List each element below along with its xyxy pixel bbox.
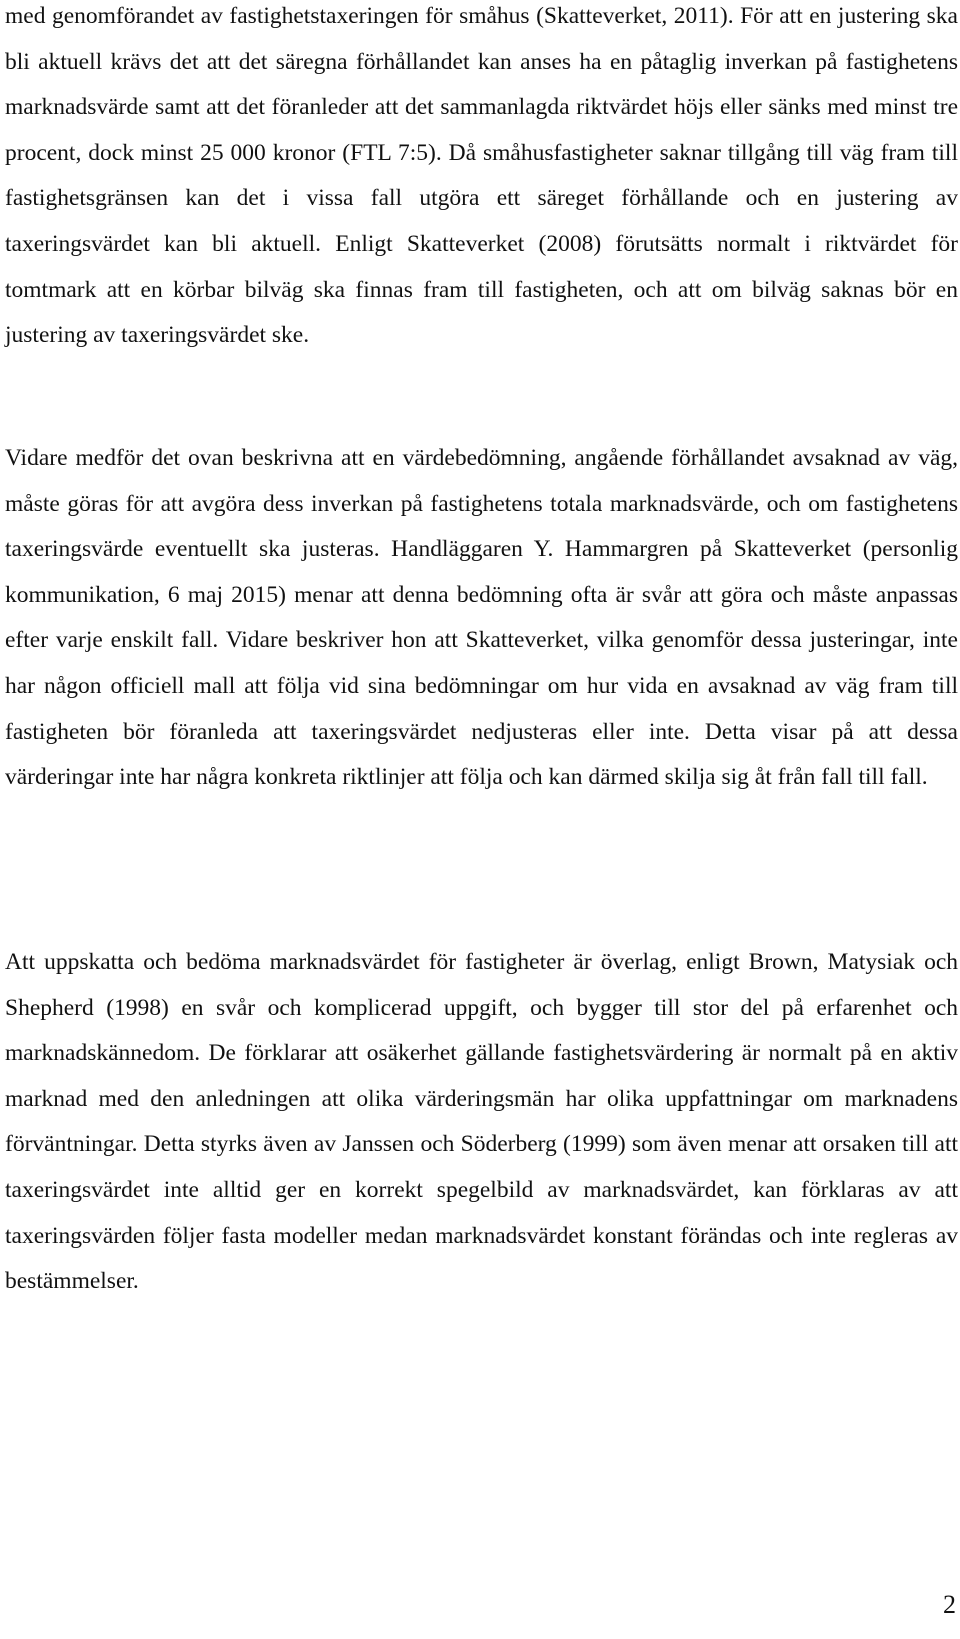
paragraph-marknadsvarde: Att uppskatta och bedöma marknadsvärdet för fastigheter är överlag, enligt Brown, Matysiak och Shepherd (1998) en svår och komplicerad uppgift, och bygger till stor del på erfarenhet och marknadskännedom. De förklarar att osäkerhet gällande fastighetsvärdering är normalt på en aktiv marknad med den anledningen att olika värderingsmän har olika uppfattningar om marknadens förväntningar. Detta styrks även av Janssen och Söderberg (1999) som även menar att orsaken till att taxeringsvärdet inte alltid ger en korrekt spegelbild av marknadsvärdet, kan förklaras av att taxeringsvärden följer fasta modeller medan marknadsvärdet konstant förändas och inte regleras av bestämmelser. [5,949,958,1295]
page-number: 2 [943,1590,956,1619]
paragraph-continued-justering: med genomförandet av fastighetstaxeringen för småhus (Skatteverket, 2011). För att en justering ska bli aktuell krävs det att det säregna förhållandet kan anses ha en påtaglig inverkan på fastighetens marknadsvärde samt att det föranleder att det sammanlagda riktvärdet höjs eller sänks med minst tre procent, dock minst 25 000 kronor (FTL 7:5). Då småhusfastigheter saknar tillgång till väg fram till fastighetsgränsen kan det i vissa fall utgöra ett säreget förhållande och en justering av taxeringsvärdet kan bli aktuell. Enligt Skatteverket (2008) förutsätts normalt i riktvärdet för tomtmark att en körbar bilväg ska finnas fram till fastigheten, och att om bilväg saknas bör en justering av taxeringsvärdet ske. [5,3,958,349]
paragraph-vardebedomning: Vidare medför det ovan beskrivna att en värdebedömning, angående förhållandet avsaknad av väg, måste göras för att avgöra dess inverkan på fastighetens totala marknadsvärde, och om fastighetens taxeringsvärde eventuellt ska justeras. Handläggaren Y. Hammargren på Skatteverket (personlig kommunikation, 6 maj 2015) menar att denna bedömning ofta är svår att göra och måste anpassas efter varje enskilt fall. Vidare beskriver hon att Skatteverket, vilka genomför dessa justeringar, inte har någon officiell mall att följa vid sina bedömningar om hur vida en avsaknad av väg fram till fastigheten bör föranleda att taxeringsvärdet nedjusteras eller inte. Detta visar på att dessa värderingar inte har några konkreta riktlinjer att följa och kan därmed skilja sig åt från fall till fall. [5,445,958,791]
